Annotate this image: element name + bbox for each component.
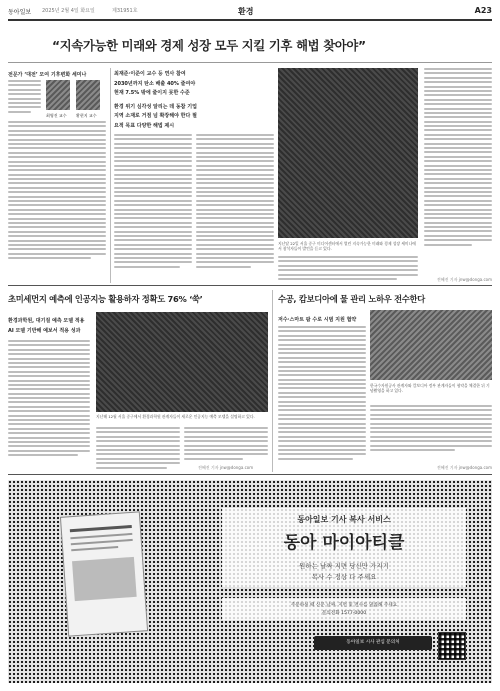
issue-date: 2025년 2월 4일 화요일 [42, 8, 95, 14]
byline-2: 전혜진 기자 jnw@donga.com [198, 465, 254, 470]
section-rule-1 [8, 285, 492, 286]
subhead-line-6: 요적 목표 다양한 해법 제시 [114, 122, 175, 129]
subhead-block [114, 70, 232, 131]
ad-brand: 동아 마이아티클 [283, 533, 405, 553]
article2-col1 [8, 340, 90, 459]
section-name: 환경 [238, 7, 254, 16]
person-photo-1 [46, 80, 70, 110]
byline-1: 전혜진 기자 jnw@donga.com [436, 277, 492, 282]
ad-top-text: 동아일보 기사 복사 서비스 [297, 515, 391, 524]
subhead-line-3: 현재 7.5% 밖에 줄이지 못한 수준 [114, 90, 190, 96]
subhead-line-5: 지역 소재로 거점 넘 확장해야 한다 필 [114, 113, 197, 119]
person-name-1: 최영진 교수 [46, 113, 67, 118]
person-name-2: 황현지 교수 [76, 113, 97, 118]
signing-photo [370, 310, 492, 380]
article1-col6 [424, 68, 492, 248]
article2-col3 [184, 427, 268, 462]
ad-text-panel [222, 508, 466, 587]
ad-badge [314, 636, 432, 650]
person-photo-2 [76, 80, 100, 110]
book-image [60, 511, 148, 636]
qr-code-icon [438, 632, 466, 660]
page-number: A23 [474, 6, 492, 15]
headline-3: 수공, 캄보디아에 물 관리 노하우 전수한다 [278, 294, 425, 304]
ad-footer [222, 598, 466, 620]
article3-col2 [370, 405, 492, 453]
article2-col2 [96, 427, 180, 471]
seminar-photo [278, 68, 418, 238]
advertisement [8, 480, 492, 683]
headline-1: “지속가능한 미래와 경제 성장 모두 지킬 기후 해법 찾아야” [52, 39, 366, 53]
article2-subhead-1: 환경과학원, 대기질 예측 모델 적용 [8, 318, 85, 324]
sidebar-kicker: 전문가 ‘대전’ 모여 기후변화 세미나 [8, 72, 87, 78]
masthead [8, 6, 492, 18]
article1-col3 [196, 134, 274, 270]
article3-col1 [278, 326, 366, 462]
ad-footer-1: 주문하실 때 신문 날짜, 지면 및 면수를 말씀해 주세요 [290, 603, 398, 608]
ad-rule [8, 474, 492, 475]
col-divider-1 [110, 68, 111, 283]
sidebar-body [8, 121, 106, 262]
byline-3: 전혜진 기자 jnw@donga.com [436, 465, 492, 470]
article3-caption: 한국수자원공사 관계자와 캄보디아 정부 관계자들이 협약을 체결한 뒤 기념촬영을 하고 있다. [370, 383, 490, 393]
ad-line-2: 복사 수 정상 다 주세요 [311, 573, 377, 581]
masthead-rule [8, 19, 492, 21]
headline-rule [8, 62, 492, 63]
subhead-line-4: 환경 위기 심각성 알리는 데 동참 기업 [114, 103, 197, 110]
subhead-line-1: 최재준·이준이 교수 등 연사 참여 [114, 71, 186, 77]
ad-badge-text: 동아일보 시사 관심 문의처 [346, 640, 400, 645]
ad-footer-2: 문의전화 1577-0000 [321, 611, 367, 616]
article2-subhead-2: AI 모델 기반해 예보서 적용 성과 [8, 328, 81, 334]
sidebar-intro [8, 80, 41, 115]
col-divider-2 [272, 290, 273, 472]
ad-line-1: 원하는 날짜 지면 당신만 가지기 [299, 562, 389, 570]
article3-subhead: 저수·스마트 팜 수로 시범 지원 협약 [278, 317, 357, 323]
photo-caption: 지난달 22일 서울 중구 미디어센터에서 열린 지속가능한 미래와 경제 성장 세미나에서 참석자들이 발언을 듣고 있다. [278, 241, 416, 251]
article2-caption: 지난해 12월 서울 중구에서 환경과학원 관계자들이 새로운 인공지능 예측 모델을 설명하고 있다. [96, 414, 255, 419]
article1-col2 [114, 134, 192, 270]
article1-col5 [278, 256, 418, 282]
issue-number: 제31951호 [112, 8, 138, 14]
subhead-line-2: 2030년까지 탄소 배출 40% 줄여야 [114, 80, 196, 87]
ai-briefing-photo [96, 312, 268, 412]
headline-2: 초미세먼지 예측에 인공지능 활용하자 정확도 76% ‘쑥’ [8, 294, 203, 304]
paper-name: 동아일보 [8, 9, 32, 16]
